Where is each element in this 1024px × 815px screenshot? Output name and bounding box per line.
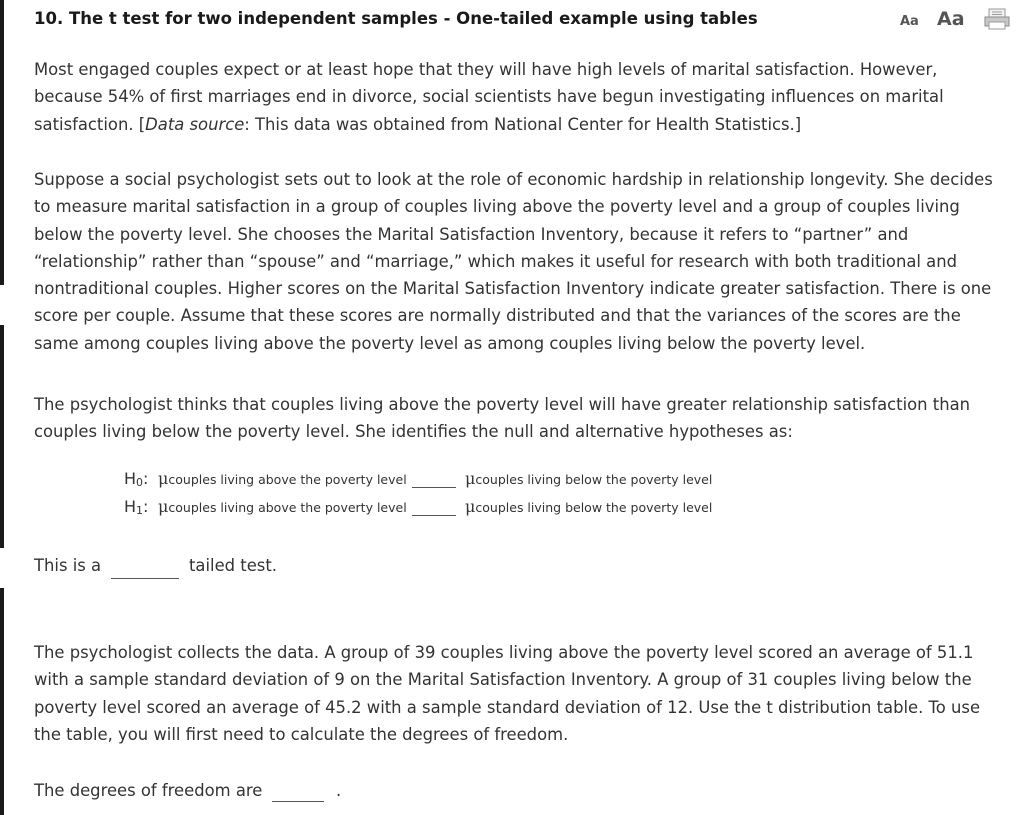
tailed-prefix: This is a: [34, 556, 102, 575]
tail-type-dropdown[interactable]: [111, 560, 179, 579]
increase-font-button[interactable]: Aa: [937, 8, 965, 30]
null-hypothesis-label: $H_0$:: [124, 469, 149, 489]
alt-hypothesis-operator-dropdown[interactable]: [412, 497, 456, 516]
null-hypothesis-operator-dropdown[interactable]: [412, 469, 456, 488]
mu-below-term: μcouples living below the poverty level: [465, 497, 713, 516]
tailed-suffix: tailed test.: [189, 556, 277, 575]
df-prefix: The degrees of freedom are: [34, 781, 263, 800]
intro-source-text: : This data was obtained from National Center for Health Statistics.]: [244, 114, 802, 134]
decrease-font-button[interactable]: Aa: [900, 14, 919, 29]
df-suffix: .: [336, 781, 342, 800]
degrees-of-freedom-input[interactable]: [272, 783, 324, 802]
mu-below-term: μcouples living below the poverty level: [465, 469, 713, 488]
mu-above-term: μcouples living above the poverty level: [158, 469, 407, 488]
scenario-paragraph: Suppose a social psychologist sets out to look at the role of economic hardship in relationship longevity. She decides to measure marital satisfaction in a group of couples living above the poverty level and a group of couples living below the poverty level. She chooses the Marital Satisfaction Inventory, because it refers to “partner” and “relationship” rather than “spouse” and “marriage,” which makes it useful for research with both traditional and nontraditional couples. Higher scores on the Marital Satisfaction Inventory indicate greater satisfaction. There is one score per couple. Assume that these scores are normally distributed and that the variances of the scores are the same among couples living above the poverty level as among couples living below the poverty level.: [34, 170, 993, 353]
question-header: [34, 7, 1014, 33]
left-edge-bar: [0, 0, 4, 815]
print-icon[interactable]: [984, 8, 1010, 30]
null-hypothesis-row: [124, 469, 824, 491]
alt-hypothesis-label: $H_1$:: [124, 497, 149, 517]
intro-text: Most engaged couples expect or at least hope that they will have high levels of marital satisfaction. However, because 54% of first marriages end in divorce, social scientists have begun investigating influences on marital satisfaction. [: [34, 60, 944, 134]
left-edge-gap: [0, 548, 4, 588]
intro-paragraph: [34, 56, 1009, 138]
data-source-label: Data source: [145, 114, 245, 134]
question-title: 10. The t test for two independent samples - One-tailed example using tables: [34, 9, 758, 28]
data-paragraph: The psychologist collects the data. A group of 39 couples living above the poverty level scored an average of 51.1 with a sample standard deviation of 9 on the Marital Satisfaction Inventory. A group of 31 couples living below the poverty level scored an average of 45.2 with a sample standard deviation of 12. Use the t distribution table. To use the table, you will first need to calculate the degrees of freedom.: [34, 643, 981, 744]
alt-hypothesis-row: [124, 497, 824, 519]
mu-above-term: μcouples living above the poverty level: [158, 497, 407, 516]
hypothesis-intro-paragraph: The psychologist thinks that couples living above the poverty level will have greater relationship satisfaction than couples living below the poverty level. She identifies the null and alternative hypotheses as:: [34, 395, 971, 442]
left-edge-gap: [0, 285, 4, 325]
